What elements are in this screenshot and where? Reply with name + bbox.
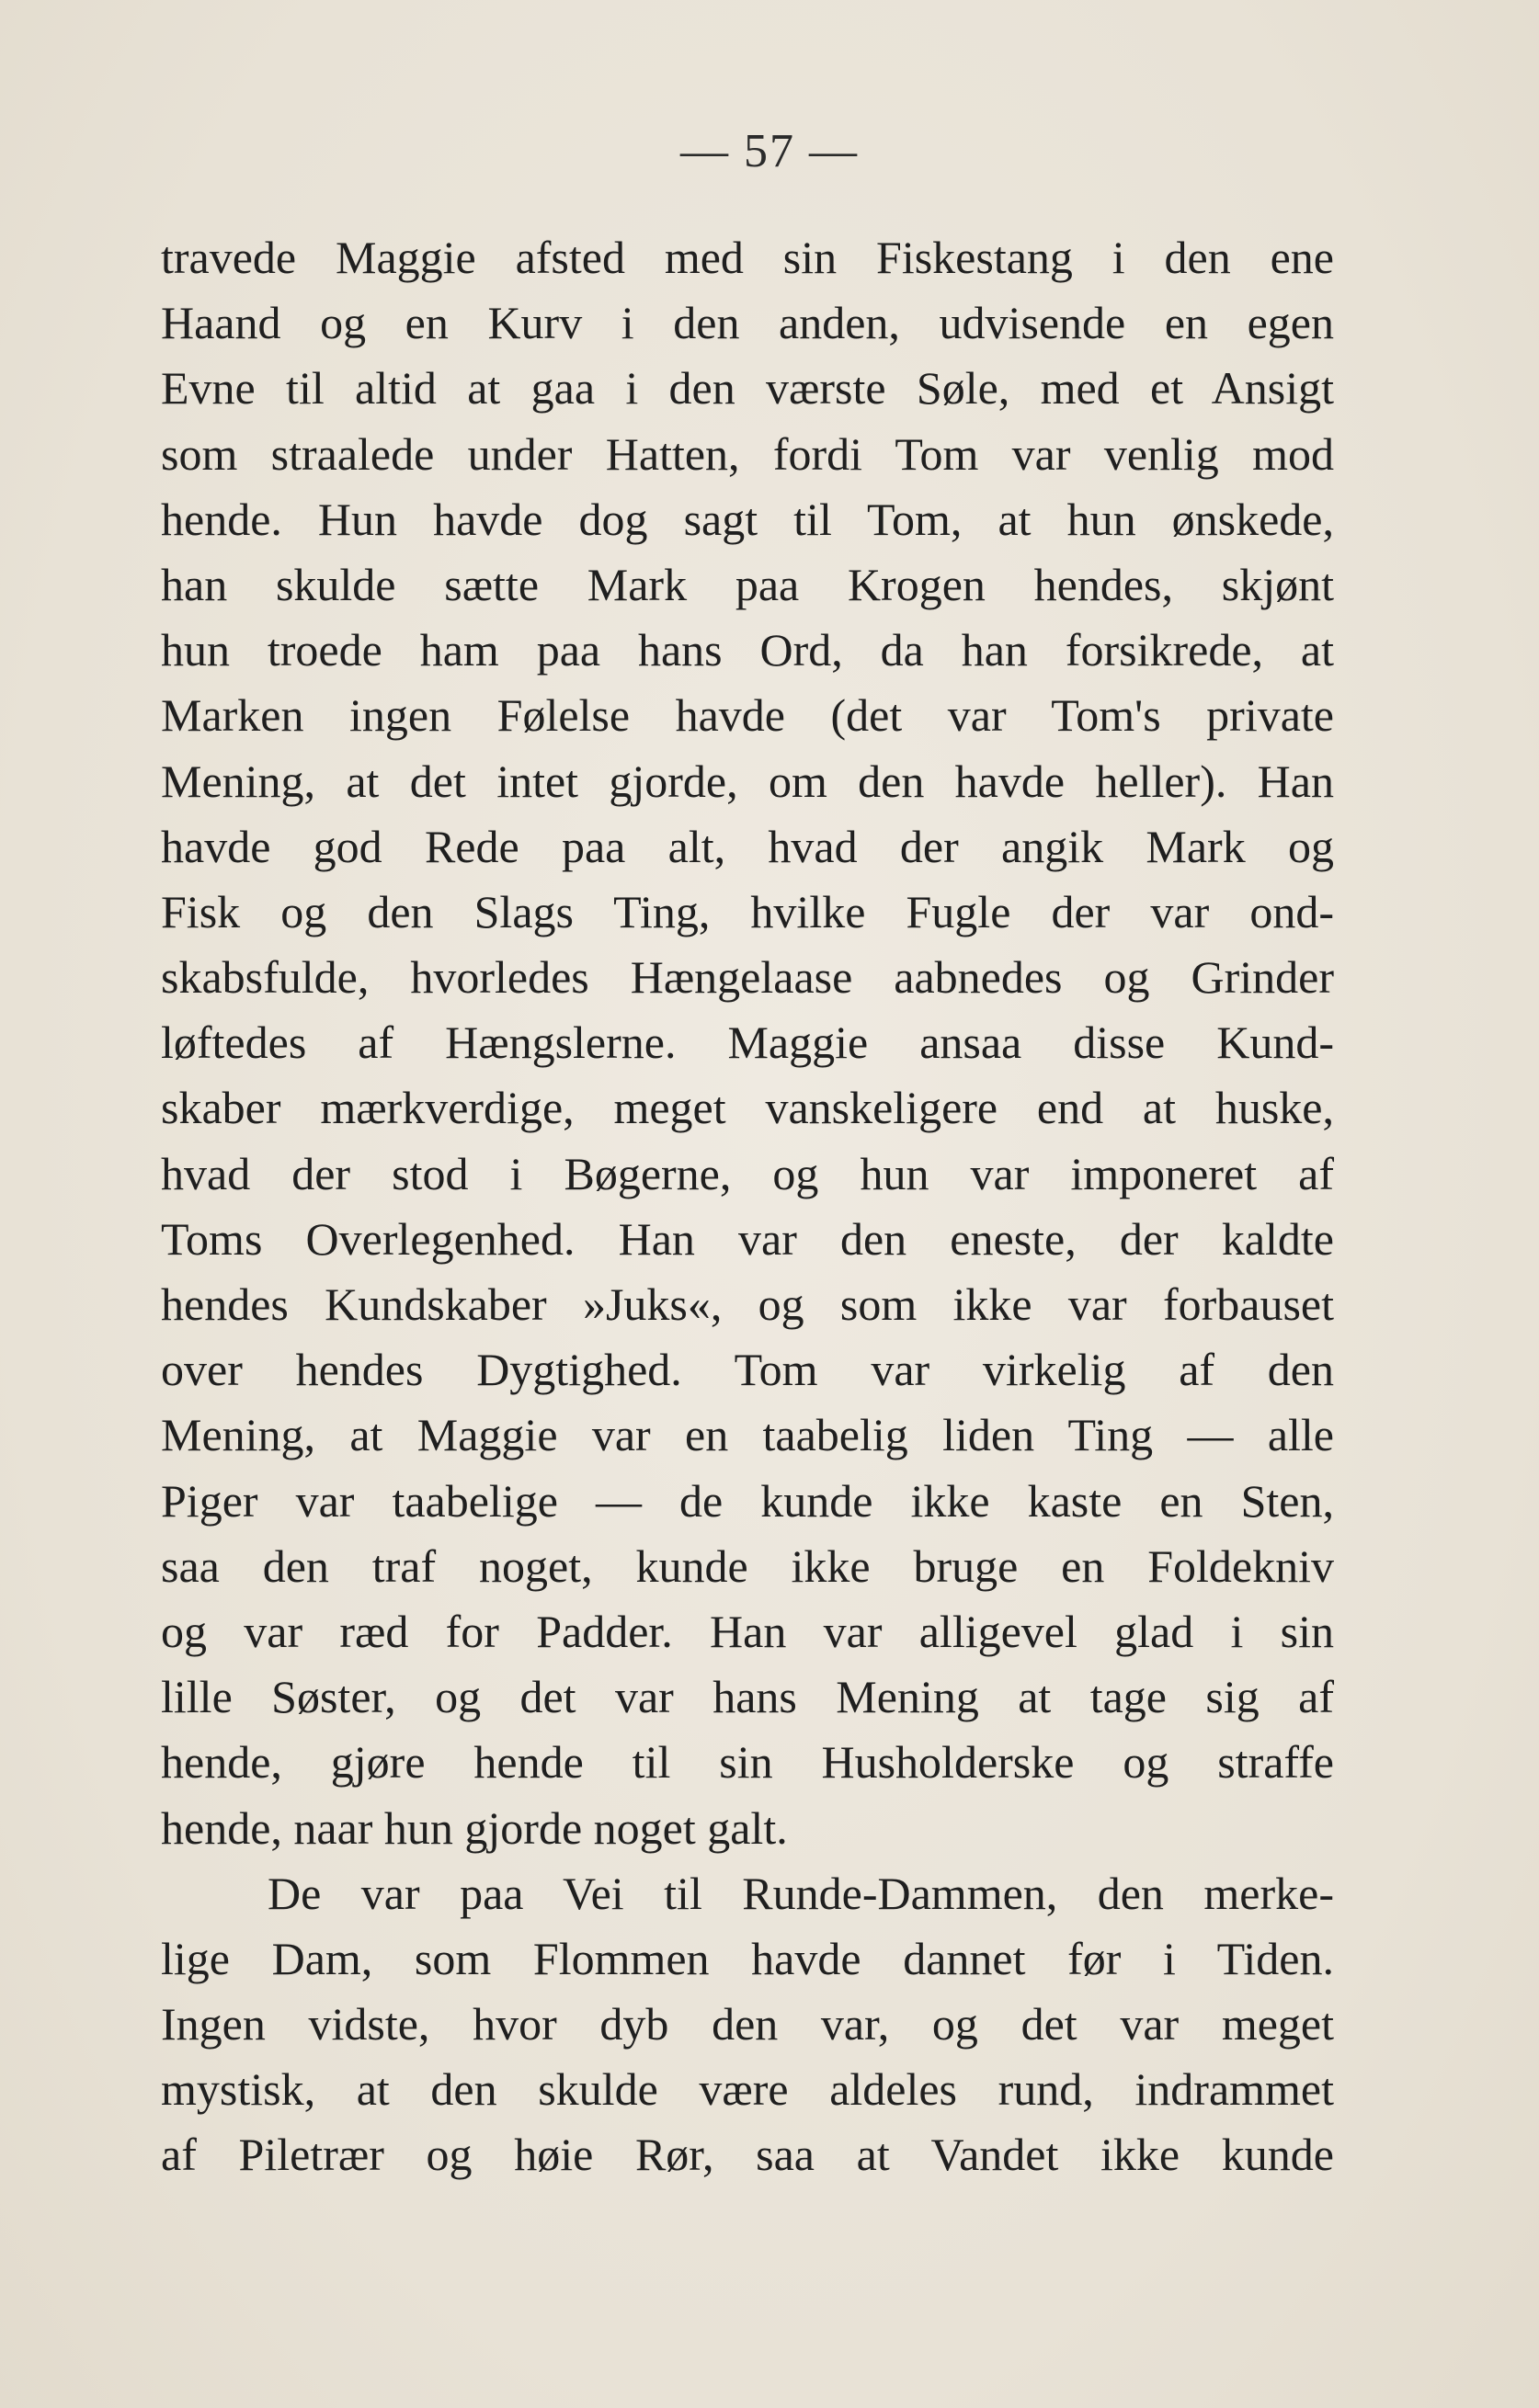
text-line: mystisk, at den skulde være aldeles rund, indrammet <box>161 2063 1334 2116</box>
text-line: travede Maggie afsted med sin Fiskestang i den ene <box>161 232 1334 283</box>
paragraph-2 <box>161 1861 1334 2188</box>
text-line: han skulde sætte Mark paa Krogen hendes, skjønt <box>161 558 1334 610</box>
text-line: løftedes af Hængslerne. Maggie ansaa disse Kund- <box>161 1017 1334 1069</box>
text-line: Fisk og den Slags Ting, hvilke Fugle der var ond- <box>161 885 1334 937</box>
body-text <box>161 225 1334 2188</box>
text-line: hende, naar hun gjorde noget galt. <box>161 1801 788 1854</box>
text-line: hun troede ham paa hans Ord, da han forsikrede, at <box>161 624 1334 676</box>
text-line: Piger var taabelige — de kunde ikke kaste en Sten, <box>161 1474 1334 1527</box>
text-line: skabsfulde, hvorledes Hængelaase aabnedes og Grinder <box>161 951 1334 1004</box>
text-line: hendes Kundskaber »Juks«, og som ikke var forbauset <box>161 1278 1334 1330</box>
text-line: lige Dam, som Flommen havde dannet før i Tiden. <box>161 1932 1334 1984</box>
text-line: Marken ingen Følelse havde (det var Tom's private <box>161 689 1334 742</box>
text-line: over hendes Dygtighed. Tom var virkelig af den <box>161 1344 1334 1396</box>
text-line: Toms Overlegenhed. Han var den eneste, der kaldte <box>161 1212 1334 1265</box>
text-line: som straalede under Hatten, fordi Tom var venlig mod <box>161 427 1334 480</box>
text-line: Mening, at Maggie var en taabelig liden Ting — alle <box>161 1409 1334 1461</box>
text-line: De var paa Vei til Runde-Dammen, den merke- <box>268 1867 1334 1919</box>
text-line: Mening, at det intet gjorde, om den havde heller). Han <box>161 755 1334 807</box>
page-number: — 57 — <box>680 125 859 177</box>
text-line: skaber mærkverdige, meget vanskeligere end at huske, <box>161 1082 1334 1134</box>
text-line: havde god Rede paa alt, hvad der angik Mark og <box>161 820 1334 872</box>
text-line: Haand og en Kurv i den anden, udvisende en egen <box>161 297 1334 349</box>
text-line: hvad der stod i Bøgerne, og hun var imponeret af <box>161 1147 1334 1199</box>
text-line: lille Søster, og det var hans Mening at tage sig af <box>161 1671 1334 1723</box>
text-line: og var ræd for Padder. Han var alligevel glad i sin <box>161 1605 1334 1657</box>
text-line: af Piletrær og høie Rør, saa at Vandet ikke kunde <box>161 2129 1334 2181</box>
text-line: hende, gjøre hende til sin Husholderske og straffe <box>161 1736 1334 1789</box>
text-line: hende. Hun havde dog sagt til Tom, at hun ønskede, <box>161 493 1334 545</box>
paragraph-1 <box>161 225 1334 1861</box>
text-line: Ingen vidste, hvor dyb den var, og det var meget <box>161 1998 1334 2050</box>
text-line: saa den traf noget, kunde ikke bruge en Foldekniv <box>161 1539 1334 1592</box>
text-line: Evne til altid at gaa i den værste Søle, med et Ansigt <box>161 362 1334 415</box>
